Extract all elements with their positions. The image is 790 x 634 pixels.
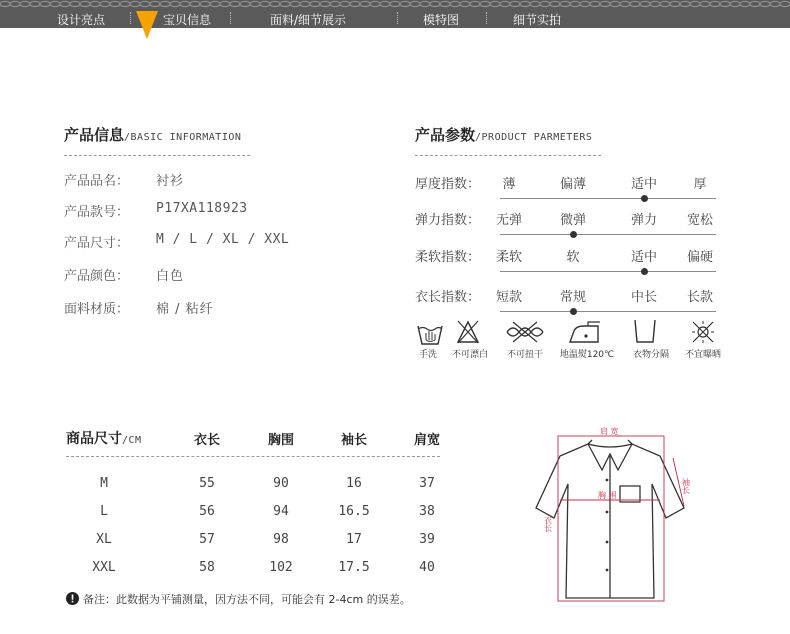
param-selected-dot bbox=[570, 308, 577, 315]
nav-separator bbox=[130, 12, 131, 24]
size-table-title: 商品尺寸/CM bbox=[66, 431, 142, 447]
param-scale-line bbox=[500, 234, 716, 235]
param-selected-dot bbox=[641, 195, 648, 202]
table-cell: 102 bbox=[269, 560, 293, 575]
table-cell: 16 bbox=[346, 476, 362, 491]
table-cell: 37 bbox=[419, 476, 435, 491]
param-option: 偏薄 bbox=[559, 177, 586, 192]
size-label: XXL bbox=[92, 560, 116, 575]
param-option: 弹力 bbox=[630, 213, 657, 228]
measurement-note: 备注：此数据为平铺测量，因方法不同，可能会有 2-4cm 的误差。 bbox=[83, 593, 411, 606]
size-label: L bbox=[100, 504, 108, 519]
divider bbox=[66, 456, 440, 457]
care-caption: 不可扭干 bbox=[506, 350, 543, 360]
chain-border-decoration bbox=[0, 0, 790, 8]
nav-separator bbox=[230, 12, 231, 24]
divider bbox=[64, 155, 250, 156]
col-header: 胸围 bbox=[267, 433, 294, 448]
shoulder-label: 肩 宽 bbox=[600, 427, 619, 436]
care-caption: 不可漂白 bbox=[451, 350, 488, 360]
info-label-color: 产品颜色： bbox=[64, 269, 130, 284]
col-header: 袖长 bbox=[340, 433, 367, 448]
care-caption: 不宜曝晒 bbox=[684, 350, 721, 360]
param-option: 适中 bbox=[630, 177, 657, 192]
length-label: 衣长 bbox=[543, 516, 553, 532]
param-label: 柔软指数： bbox=[415, 250, 481, 265]
info-value-color: 白色 bbox=[156, 269, 185, 284]
param-selected-dot bbox=[641, 268, 648, 275]
nav-separator bbox=[486, 12, 487, 24]
table-cell: 16.5 bbox=[338, 504, 370, 519]
info-value-style-no: P17XA118923 bbox=[156, 201, 248, 216]
info-label-size: 产品尺寸： bbox=[64, 236, 130, 251]
table-cell: 38 bbox=[419, 504, 435, 519]
table-cell: 17 bbox=[346, 532, 362, 547]
care-caption: 地温熨120℃ bbox=[559, 350, 615, 360]
table-cell: 17.5 bbox=[338, 560, 370, 575]
table-cell: 90 bbox=[273, 476, 289, 491]
info-value-size: M / L / XL / XXL bbox=[156, 232, 290, 247]
param-option: 长款 bbox=[686, 290, 713, 305]
table-cell: 40 bbox=[419, 560, 435, 575]
table-cell: 39 bbox=[419, 532, 435, 547]
size-label: M bbox=[100, 476, 108, 491]
size-label: XL bbox=[96, 532, 112, 547]
care-caption: 手洗 bbox=[418, 350, 437, 360]
product-params-heading: 产品参数/PRODUCT PARMETERS bbox=[415, 126, 593, 144]
col-header: 肩宽 bbox=[413, 433, 440, 448]
table-cell: 56 bbox=[199, 504, 215, 519]
param-selected-dot bbox=[570, 231, 577, 238]
product-info-heading: 产品信息/BASIC INFORMATION bbox=[64, 126, 242, 144]
param-option: 偏硬 bbox=[686, 250, 713, 265]
warning-icon bbox=[66, 592, 79, 605]
nav-item-fabric-details[interactable]: 面料/细节展示 bbox=[270, 13, 347, 27]
info-label-name: 产品品名： bbox=[64, 174, 130, 189]
info-label-material: 面料材质： bbox=[64, 302, 130, 317]
table-cell: 94 bbox=[273, 504, 289, 519]
nav-item-detail-photos[interactable]: 细节实拍 bbox=[513, 13, 562, 27]
info-value-name: 衬衫 bbox=[156, 174, 185, 189]
param-option: 薄 bbox=[502, 177, 516, 192]
info-label-style-no: 产品款号： bbox=[64, 205, 130, 220]
param-option: 微弹 bbox=[559, 213, 586, 228]
nav-separator bbox=[397, 12, 398, 24]
param-label: 衣长指数： bbox=[415, 290, 481, 305]
col-header: 衣长 bbox=[193, 433, 220, 448]
divider bbox=[415, 155, 601, 156]
param-label: 弹力指数： bbox=[415, 213, 481, 228]
chest-label: 胸 围 bbox=[598, 491, 617, 500]
table-cell: 57 bbox=[199, 532, 215, 547]
top-nav-bar bbox=[0, 0, 790, 28]
sleeve-label: 袖长 bbox=[681, 478, 691, 494]
nav-item-model-photos[interactable]: 模特图 bbox=[423, 13, 460, 27]
param-option: 宽松 bbox=[686, 213, 713, 228]
param-option: 常规 bbox=[559, 290, 586, 305]
param-option: 柔软 bbox=[495, 250, 522, 265]
shirt-measurement-diagram bbox=[520, 420, 700, 605]
nav-item-product-info[interactable]: 宝贝信息 bbox=[163, 13, 212, 27]
param-option: 中长 bbox=[630, 290, 657, 305]
param-option: 厚 bbox=[693, 177, 707, 192]
active-nav-marker bbox=[136, 11, 158, 39]
param-option: 短款 bbox=[495, 290, 522, 305]
param-scale-line bbox=[500, 198, 716, 199]
info-value-material: 棉 / 粘纤 bbox=[156, 302, 214, 317]
table-cell: 98 bbox=[273, 532, 289, 547]
table-cell: 58 bbox=[199, 560, 215, 575]
care-caption: 衣物分隔 bbox=[632, 350, 669, 360]
param-scale-line bbox=[500, 311, 716, 312]
param-option: 无弹 bbox=[495, 213, 522, 228]
param-label: 厚度指数： bbox=[415, 177, 481, 192]
nav-item-design-highlights[interactable]: 设计亮点 bbox=[57, 13, 106, 27]
param-option: 软 bbox=[566, 250, 580, 265]
param-scale-line bbox=[500, 271, 716, 272]
table-cell: 55 bbox=[199, 476, 215, 491]
param-option: 适中 bbox=[630, 250, 657, 265]
